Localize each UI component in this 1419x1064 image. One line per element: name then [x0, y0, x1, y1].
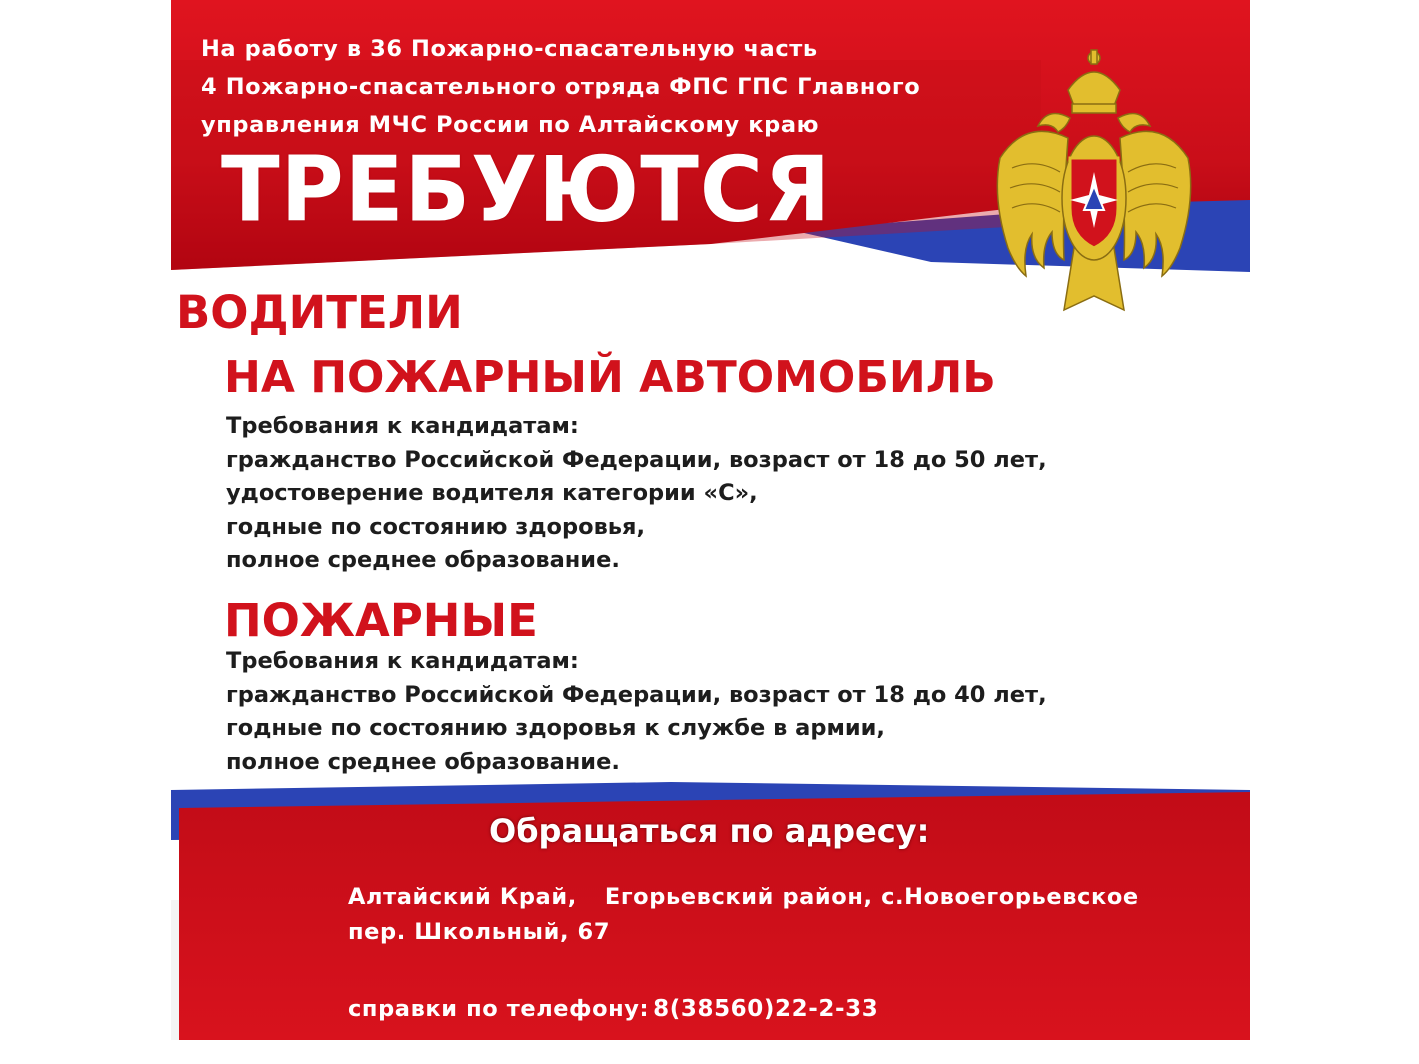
phone-number[interactable]: 8(38560)22-2-33 — [653, 996, 879, 1022]
drivers-title: ВОДИТЕЛИ — [176, 286, 463, 339]
contact-title: Обращаться по адресу: — [489, 812, 930, 850]
intro-line: 4 Пожарно-спасательного отряда ФПС ГПС Главного — [201, 74, 921, 100]
requirement-line: годные по состоянию здоровья, — [226, 513, 646, 540]
drivers-subtitle: НА ПОЖАРНЫЙ АВТОМОБИЛЬ — [224, 352, 996, 403]
headline: ТРЕБУЮТСЯ — [221, 137, 832, 243]
requirement-line: Требования к кандидатам: — [226, 413, 579, 439]
address-district: Егорьевский район, с.Новоегорьевское — [604, 884, 1139, 910]
intro-text — [201, 30, 920, 144]
requirement-line: гражданство Российской Федерации, возраст от 18 до 40 лет, — [226, 681, 1047, 708]
requirement-line: Требования к кандидатам: — [226, 648, 579, 674]
intro-line: На работу в 36 Пожарно-спасательную часть — [201, 36, 818, 62]
emercom-emblem-icon — [986, 48, 1202, 320]
drivers-requirements — [226, 410, 1047, 578]
requirement-line: удостоверение водителя категории «С», — [226, 480, 758, 506]
firefighters-title: ПОЖАРНЫЕ — [224, 594, 538, 647]
phone-info — [348, 996, 878, 1022]
requirement-line: полное среднее образование. — [226, 547, 620, 573]
requirement-line: годные по состоянию здоровья к службе в армии, — [226, 715, 885, 741]
firefighters-requirements — [226, 645, 1047, 779]
recruitment-poster — [171, 0, 1250, 1040]
address-region: Алтайский Край, — [348, 884, 577, 910]
address-block — [348, 880, 1139, 950]
intro-line: управления МЧС России по Алтайскому краю — [201, 112, 820, 138]
phone-label: справки по телефону: — [348, 996, 650, 1022]
requirement-line: гражданство Российской Федерации, возраст от 18 до 50 лет, — [226, 446, 1047, 473]
requirement-line: полное среднее образование. — [226, 748, 620, 775]
address-street: пер. Школьный, 67 — [348, 919, 611, 945]
